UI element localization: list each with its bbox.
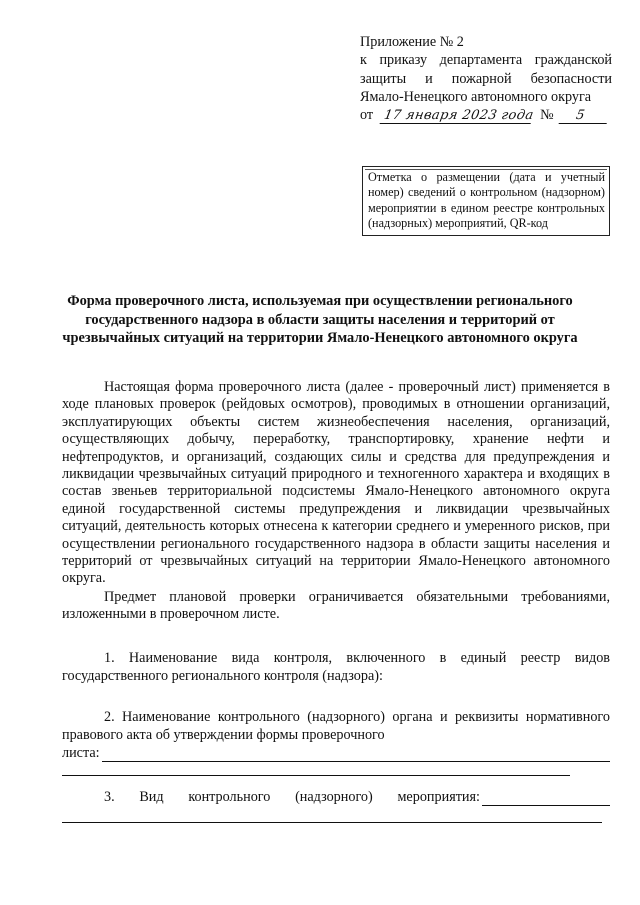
form-item-3 [62, 788, 610, 806]
appendix-title: Приложение № 2 [360, 34, 464, 50]
control-body-fill-line-2[interactable] [62, 775, 570, 776]
form-item-2 [62, 708, 610, 762]
form-item-1 [62, 649, 610, 685]
form-item-3-row [62, 788, 610, 806]
number-label: № [540, 107, 554, 124]
registry-mark-box: Отметка о размещении (дата и учетный номер) сведений о контрольном (надзорном) мероприятии в едином реестре контрольных (надзорных) мероприятий, QR-код [362, 166, 610, 236]
form-item-1-text: 1. Наименование вида контроля, включенного в единый реестр видов государственного регионального контроля (надзора): [62, 650, 610, 684]
handwritten-number: 5 [558, 108, 609, 124]
subject-paragraph: Предмет плановой проверки ограничивается обязательными требованиями, изложенными в проверочном листе. [62, 588, 610, 623]
form-item-2-tail: листа: [62, 745, 100, 761]
intro-paragraph: Настоящая форма проверочного листа (далее - проверочный лист) применяется в ходе плановых проверок (рейдовых осмотров), проводимых в отношении организаций, эксплуатирующих объекты систем жизнеобеспечения населения, организаций, осуществляющих добычу, переработку, транспортировку, хранение нефти и нефтепродуктов, и организаций, создающих силы и средства для предупреждения и ликвидации чрезвычайных ситуаций природного и техногенного характера и входящих в состав звеньев территориальной подсистемы Ямало-Ненецкого автономного округа единой государственной системы предупреждения и ликвидации чрезвычайных ситуаций, деятельность которых отнесена к категории среднего и умеренного рисков, при осуществлении регионального государственного надзора в области защиты населения и территорий от чрезвычайных ситуаций на территории Ямало-Ненецкого автономного округа. [62, 379, 610, 587]
appendix-order-line: к приказу департамента гражданской [360, 52, 612, 69]
form-item-3-word-control: контрольного [188, 789, 271, 805]
order-date-number-line [360, 106, 612, 124]
form-item-2-last-row [62, 744, 610, 762]
event-type-fill-line[interactable] [482, 792, 610, 806]
appendix-department-line: защиты и пожарной безопасности [360, 70, 612, 87]
form-item-3-word-event: мероприятия: [397, 789, 480, 805]
document-body [62, 379, 610, 624]
form-item-3-word-vid: Вид [139, 789, 164, 805]
control-body-fill-line[interactable] [102, 748, 610, 762]
appendix-region-line: Ямало-Ненецкого автономного округа [360, 88, 592, 105]
form-item-2-text: 2. Наименование контрольного (надзорного) органа и реквизиты нормативного правового акта об утверждении формы проверочного [62, 709, 610, 743]
form-item-3-number: 3. [104, 789, 115, 805]
event-type-fill-line-2[interactable] [62, 822, 602, 823]
appendix-header [360, 33, 612, 124]
document-title: Форма проверочного листа, используемая при осуществлении регионального государственного надзора в области защиты населения и территорий от чрезвычайных ситуаций на территории Ямало-Ненецкого автономного округа [62, 293, 578, 347]
form-item-3-word-supervisory: (надзорного) [295, 789, 373, 805]
from-label: от [360, 107, 374, 124]
handwritten-date: 17 января 2023 года [380, 108, 534, 124]
